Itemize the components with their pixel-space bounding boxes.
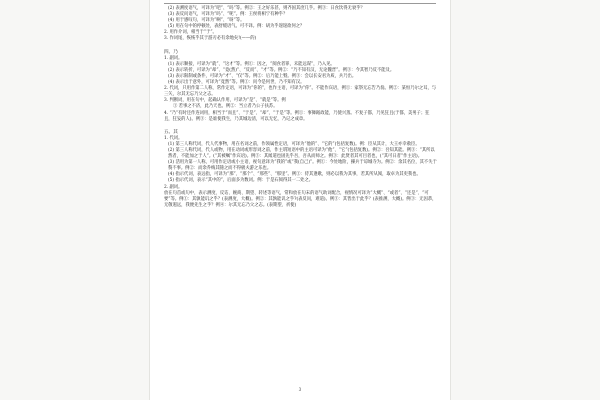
text-line: 4. “乃”有时还作连词用，相当于“而且”、“于是”、“却”、“于是”等。例①：事舞蹈政能，乃使兴蒸。不复子都，乃见狂且(于都，美男子；狂且，狂妄的人)。例③：是谁使我生，乃其城边清，可以无忆，乃记之成章。 xyxy=(164,110,430,122)
text-line: 2. 用作介词，相当于“于”。 xyxy=(164,30,217,36)
text-line: (1) 表示顺接，可译为“就”、“这才”等。例①：因之，“阅食者罪，未能远谋”，乃入见。 xyxy=(168,61,335,67)
text-line: (4) 用于感叹句，可译为“啊”、“呀”等。 xyxy=(168,18,245,24)
header-rule xyxy=(164,3,436,4)
text-line: 2. 代词，只用作第二人称，常作定语，可译为“你的”，也作主语，可译为“你”。不能作宾语，例①：家祭无忘告乃翁。例②：某恒乃尔之耳，与三矢，尔其无忘乃父之志。 xyxy=(164,86,437,98)
page-text xyxy=(164,6,438,209)
text-line: (4) 指示代词，表远指，可译为“那”、“那个”、“那些”、“那里”。例①：侍其逢歌，则必以我为其事，若其所从阅，取卓为其吏我也。 xyxy=(168,172,421,178)
text-line: (4) 表示出于意外，可译为“竟然”等。例①：问今是何世，乃不知有汉。 xyxy=(168,80,305,86)
text-line: 1. 副词。 xyxy=(164,55,183,61)
text-line: 放在句首或句中，表示测度、反诘、婉商、期望、转述等语气，常和放在句末的语气助词配合，视情况可译为“大概”、“或者”、“还是”、“可要”等。例①：其孰能讥之乎？(表测度，大概)。例②：其孰能讥之乎?(表反问，难道)。例③：其皆出于此乎？(表推测，大概)。例③：无因恭，无敬遐远，我便先生之乎？例④：尔其无忘乃父之志。(表期望、祈使) xyxy=(164,190,437,208)
text-line: (3) 表示限制或条件，可译为“才”、“仅”等。例②：后乃能上暨。例③：会以长安君为质，兵乃出。 xyxy=(168,73,357,79)
text-line: (2) 表示转折，可译为“却”、“竟(然)”、“反而”、“才”等。例②：“乃不知有汉，无论魏晋”。例③：今其智乃反不能及。 xyxy=(168,67,395,73)
text-line: ① 若事之不济，此乃天也。例②：当立者乃公子扶苏。 xyxy=(173,104,278,110)
section-heading: 四、乃 xyxy=(164,49,178,55)
text-line: 3. 作词尾，恢恢乎其于游刃必有余地矣!(——的) xyxy=(164,36,257,42)
text-line: (5) 用在句中的停顿处，表舒缓语气。可不译。例：胡为乎遑遑欲何之？ xyxy=(168,24,305,30)
text-line: (5) 指示代词，表示“其中的”，后面多为数词。例：于是石阅得其一二处之。 xyxy=(168,178,314,184)
text-line: (2) 表测度语气，可译为“吧”、“吗”等。例②：王之好乐甚，则齐国其庶几乎。例③：日食饮得无衰乎？ xyxy=(168,6,365,11)
text-line: 3. 判断词，用在句中，起确认作用，可译为“是”、“就是”等。例 xyxy=(164,98,286,104)
text-line: (2) 第三人称代词，代人或物，用在动词或形容词之前，作主谓短语中的主语可译为“他”、“它”(包括复数)。例②：吾知其能。例③：“其所以然者，不能加之于人”。(“其被嘱”作宾语)。例③：其闻道也固先乎吾，吾从而师之。例③：此贤者其可目者也，(“其可日者”作主语)。 xyxy=(168,147,435,160)
document-page xyxy=(150,0,450,400)
text-line: (3) 活用为第一人称，可用作定语或小主语，视句意译为“我的”或“我(自己)”。例①：今处地险，操兵于谅城寺为。例②：余其名位，其不失于赘不事。例②：而余乔梅其随之而不得极夫游之乐也。 xyxy=(168,160,437,172)
text-line: 2. 副词。 xyxy=(164,184,183,190)
text-line: (1) 第三人称代词，代人代事物，用在名词之前，作领属性定语，可译为“他的”、“它的”(包括复数)。例：臣从其计，大王亦幸赦臣。 xyxy=(168,141,420,147)
section-heading: 五、其 xyxy=(164,129,178,135)
text-line: 1. 代词。 xyxy=(164,135,183,141)
text-line: (3) 表反问语气，可译为“吗”、“呢”。例：王侯将相宁有种乎？ xyxy=(168,12,288,18)
page-number: 3 xyxy=(298,387,302,392)
